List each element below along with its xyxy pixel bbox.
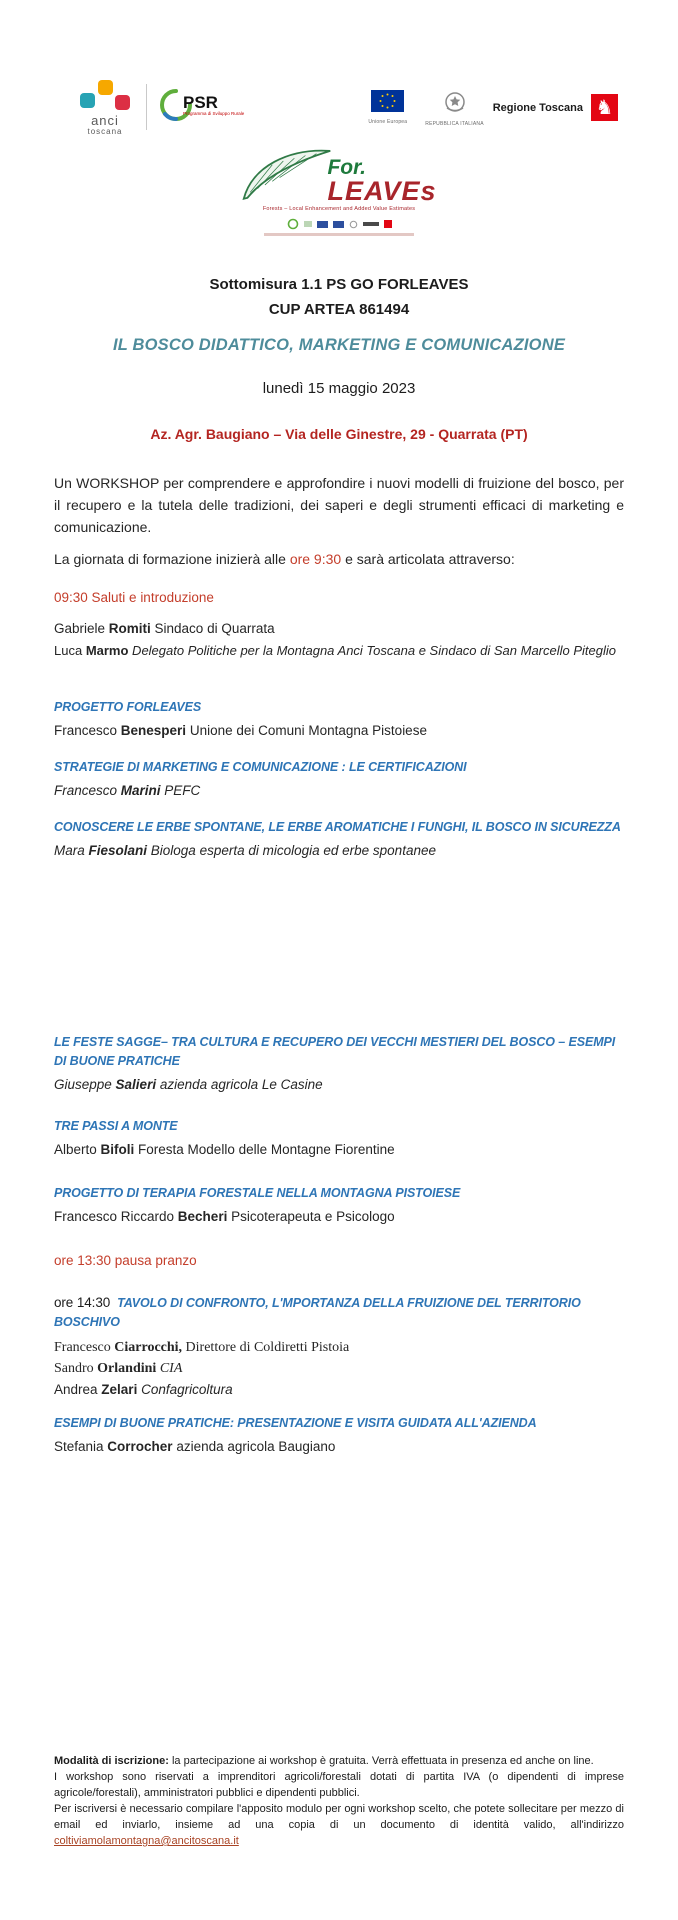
session-title-tavolo: ore 14:30 TAVOLO DI CONFRONTO, L'MPORTANZA DELLA FRUIZIONE DEL TERRITORIO BOSCHIVO bbox=[54, 1295, 581, 1329]
speaker-benesperi: Francesco Benesperi Unione dei Comuni Montagna Pistoiese bbox=[54, 723, 427, 738]
mini-eu-flag2-icon bbox=[333, 221, 344, 228]
anci-toscana-logo bbox=[74, 80, 136, 136]
leaf-icon bbox=[241, 144, 333, 202]
forleaves-logo bbox=[219, 144, 459, 236]
anci-wordmark-sub: toscana bbox=[87, 127, 123, 136]
footer-line-1: Modalità di iscrizione: la partecipazione ai workshop è gratuita. Verrà effettuata in presenza ed anche on line. bbox=[54, 1755, 594, 1767]
mini-eu-flag-icon bbox=[317, 221, 328, 228]
eu-label: Unione Europea bbox=[368, 119, 408, 125]
anci-squares-icon bbox=[77, 80, 133, 112]
regione-toscana-label: Regione Toscana bbox=[492, 101, 583, 114]
intro-paragraph: Un WORKSHOP per comprendere e approfondire i nuovi modelli di fruizione del bosco, per il recupero e la tutela delle tradizioni, dei saperi e degli strumenti efficaci di marketing e comunicazione. bbox=[54, 475, 624, 535]
forleaves-wordmark-for: For. bbox=[327, 156, 366, 179]
subtitle-sottomisura: Sottomisura 1.1 PS GO FORLEAVES bbox=[209, 276, 469, 293]
forleaves-partner-strip bbox=[219, 218, 459, 230]
speaker-ciarrocchi: Francesco Ciarrocchi, Direttore di Coldiretti Pistoia bbox=[54, 1340, 350, 1355]
schedule-intro bbox=[54, 548, 624, 570]
mini-emblem-icon bbox=[349, 220, 358, 229]
psr-logo bbox=[159, 88, 244, 122]
psr-subtitle: Programma di Sviluppo Rurale bbox=[183, 111, 245, 116]
session-title-feste-sagge: LE FESTE SAGGE– TRA CULTURA E RECUPERO DEI VECCHI MESTIERI DEL BOSCO – ESEMPI DI BUONE PRATICHE bbox=[54, 1035, 616, 1068]
agenda-time-0930: 09:30 Saluti e introduzione bbox=[54, 590, 214, 605]
session-title-tre-passi: TRE PASSI A MONTE bbox=[54, 1119, 178, 1133]
speaker-zelari: Andrea Zelari Confagricoltura bbox=[54, 1382, 233, 1397]
footer-line-3: Per iscriversi è necessario compilare l'apposito modulo per ogni workshop scelto, che potete sollecitare per mezzo di email ed inviarlo, insieme ad una copia di un documento di identità valido, all'indirizzo coltiviamolamontagna@ancitoscana.it bbox=[54, 1803, 624, 1847]
page-title: IL BOSCO DIDATTICO, MARKETING E COMUNICAZIONE bbox=[112, 336, 566, 354]
eu-flag-logo bbox=[368, 90, 407, 125]
mini-psr-icon bbox=[287, 218, 299, 230]
session-title-erbe: CONOSCERE LE ERBE SPONTANE, LE ERBE AROMATICHE I FUNGHI, IL BOSCO IN SICUREZZA bbox=[54, 820, 621, 834]
session-title-strategie: STRATEGIE DI MARKETING E COMUNICAZIONE : LE CERTIFICAZIONI bbox=[54, 760, 467, 774]
forleaves-subtitle: Forests – Local Enhancement and Added Value Estimates bbox=[262, 206, 416, 212]
registration-footer bbox=[54, 1753, 624, 1849]
eu-flag-icon bbox=[371, 90, 404, 112]
subtitle-cup: CUP ARTEA 861494 bbox=[268, 301, 410, 318]
agenda-lunch-break: ore 13:30 pausa pranzo bbox=[54, 1253, 197, 1268]
mini-regione-red-icon bbox=[384, 220, 392, 228]
speaker-orlandini: Sandro Orlandini CIA bbox=[54, 1361, 183, 1376]
anci-square-yellow-icon bbox=[98, 80, 113, 95]
anci-square-teal-icon bbox=[80, 93, 95, 108]
speaker-fiesolani: Mara Fiesolani Biologa esperta di micologia ed erbe spontanee bbox=[54, 843, 436, 858]
footer-line-2: I workshop sono riservati a imprenditori agricoli/forestali dotati di partita IVA (o dipendenti di imprese agricole/forestali), amministratori pubblici e dipendenti pubblici. bbox=[54, 1771, 624, 1799]
speaker-becheri: Francesco Riccardo Becheri Psicoterapeuta e Psicologo bbox=[54, 1209, 395, 1224]
mini-regione-text-icon bbox=[363, 222, 379, 226]
speaker-romiti: Gabriele Romiti Sindaco di Quarrata bbox=[54, 621, 275, 636]
header-logos bbox=[0, 0, 678, 138]
schedule-intro-post: e sarà articolata attraverso: bbox=[341, 551, 515, 567]
schedule-intro-pre: La giornata di formazione inizierà alle bbox=[54, 551, 290, 567]
forleaves-wordmark-leaves: LEAVEs bbox=[327, 176, 437, 206]
session-title-forleaves: PROGETTO FORLEAVES bbox=[54, 700, 202, 714]
anci-wordmark: anci bbox=[91, 113, 119, 128]
session-title-esempi: ESEMPI DI BUONE PRATICHE: PRESENTAZIONE E VISITA GUIDATA ALL'AZIENDA bbox=[54, 1416, 537, 1430]
speaker-salieri: Giuseppe Salieri azienda agricola Le Casine bbox=[54, 1077, 323, 1092]
forleaves-strip-caption bbox=[264, 233, 414, 236]
repubblica-italiana-logo bbox=[425, 90, 483, 127]
registration-email-link[interactable]: coltiviamolamontagna@ancitoscana.it bbox=[54, 1835, 239, 1847]
repubblica-label: REPUBBLICA ITALIANA bbox=[425, 121, 484, 127]
speaker-corrocher: Stefania Corrocher azienda agricola Baugiano bbox=[54, 1439, 336, 1454]
repubblica-emblem-icon bbox=[443, 90, 467, 114]
schedule-start-time: ore 9:30 bbox=[289, 551, 342, 567]
mini-green-icon bbox=[304, 221, 312, 227]
title-block bbox=[54, 272, 624, 442]
agenda-time-1430: ore 14:30 bbox=[54, 1295, 111, 1310]
speaker-marini: Francesco Marini PEFC bbox=[54, 783, 201, 798]
logo-divider bbox=[146, 84, 147, 130]
event-venue: Az. Agr. Baugiano – Via delle Ginestre, 29 - Quarrata (PT) bbox=[150, 426, 528, 442]
speaker-marmo: Luca Marmo Delegato Politiche per la Montagna Anci Toscana e Sindaco di San Marcello Piteglio bbox=[54, 643, 616, 658]
anci-square-red-icon bbox=[115, 95, 130, 110]
psr-wordmark: PSR bbox=[183, 93, 218, 112]
speaker-bifoli: Alberto Bifoli Foresta Modello delle Montagne Fiorentine bbox=[54, 1142, 395, 1157]
event-date: lunedì 15 maggio 2023 bbox=[262, 380, 416, 397]
pegasus-horse-icon: ♞ bbox=[591, 94, 618, 121]
session-title-terapia: PROGETTO DI TERAPIA FORESTALE NELLA MONTAGNA PISTOIESE bbox=[54, 1186, 461, 1200]
regione-toscana-logo bbox=[493, 94, 618, 121]
opening-speakers bbox=[54, 618, 624, 662]
